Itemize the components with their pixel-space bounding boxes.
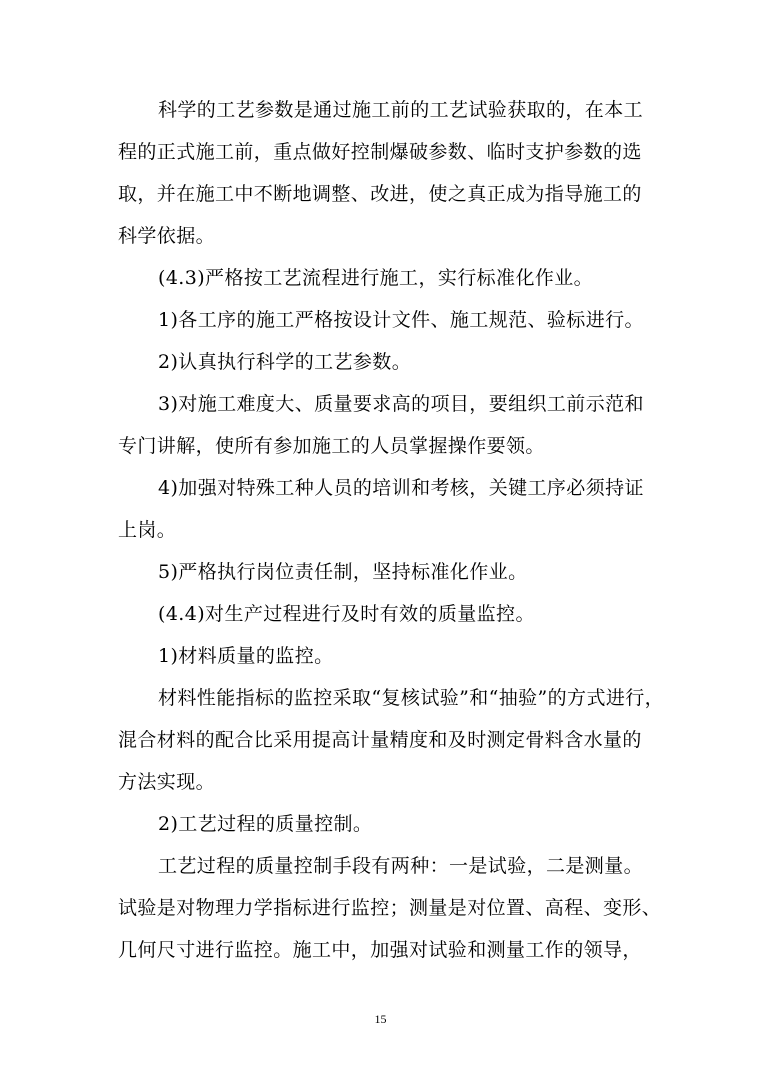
text-line: 1)各工序的施工严格按设计文件、施工规范、验标进行。 bbox=[158, 309, 644, 331]
paragraph-material-monitoring bbox=[118, 677, 665, 803]
document-body bbox=[118, 89, 665, 971]
text-line: 几何尺寸进行监控。施工中，加强对试验和测量工作的领导， bbox=[118, 939, 642, 961]
text-line: 试验是对物理力学指标进行监控；测量是对位置、高程、变形、 bbox=[118, 897, 662, 919]
text-line: 2)认真执行科学的工艺参数。 bbox=[158, 351, 412, 373]
text-line: 混合材料的配合比采用提高计量精度和及时测定骨料含水量的 bbox=[118, 729, 642, 751]
text-line: 取，并在施工中不断地调整、改进，使之真正成为指导施工的 bbox=[118, 183, 642, 205]
list-item-3 bbox=[118, 383, 644, 467]
list-item-4 bbox=[118, 467, 644, 551]
section-heading-4-3 bbox=[118, 257, 638, 299]
text-line: 科学的工艺参数是通过施工前的工艺试验获取的，在本工 bbox=[158, 99, 644, 121]
section-heading-4-4 bbox=[118, 593, 638, 635]
paragraph-process-quality-control bbox=[118, 845, 662, 971]
paragraph-process-parameters bbox=[118, 89, 644, 257]
list-item-2 bbox=[118, 341, 638, 383]
text-line: 5)严格执行岗位责任制，坚持标准化作业。 bbox=[158, 561, 528, 583]
text-line: 程的正式施工前，重点做好控制爆破参数、临时支护参数的选 bbox=[118, 141, 642, 163]
text-line: (4.4)对生产过程进行及时有效的质量监控。 bbox=[158, 603, 535, 625]
text-line: 3)对施工难度大、质量要求高的项目，要组织工前示范和 bbox=[158, 393, 644, 415]
subheading-material-quality bbox=[118, 635, 638, 677]
list-item-5 bbox=[118, 551, 638, 593]
list-item-1 bbox=[118, 299, 644, 341]
text-line: 4)加强对特殊工种人员的培训和考核，关键工序必须持证 bbox=[158, 477, 644, 499]
text-line: 材料性能指标的监控采取“复核试验”和“抽验”的方式进行， bbox=[158, 687, 665, 709]
text-line: (4.3)严格按工艺流程进行施工，实行标准化作业。 bbox=[158, 267, 594, 289]
text-line: 2)工艺过程的质量控制。 bbox=[158, 813, 373, 835]
text-line: 专门讲解，使所有参加施工的人员掌握操作要领。 bbox=[118, 435, 545, 457]
text-line: 方法实现。 bbox=[118, 771, 216, 793]
text-line: 科学依据。 bbox=[118, 225, 216, 247]
subheading-process-quality bbox=[118, 803, 638, 845]
page-number: 15 bbox=[374, 1012, 387, 1026]
text-line: 1)材料质量的监控。 bbox=[158, 645, 334, 667]
text-line: 工艺过程的质量控制手段有两种：一是试验，二是测量。 bbox=[158, 855, 644, 877]
text-line: 上岗。 bbox=[118, 519, 177, 541]
